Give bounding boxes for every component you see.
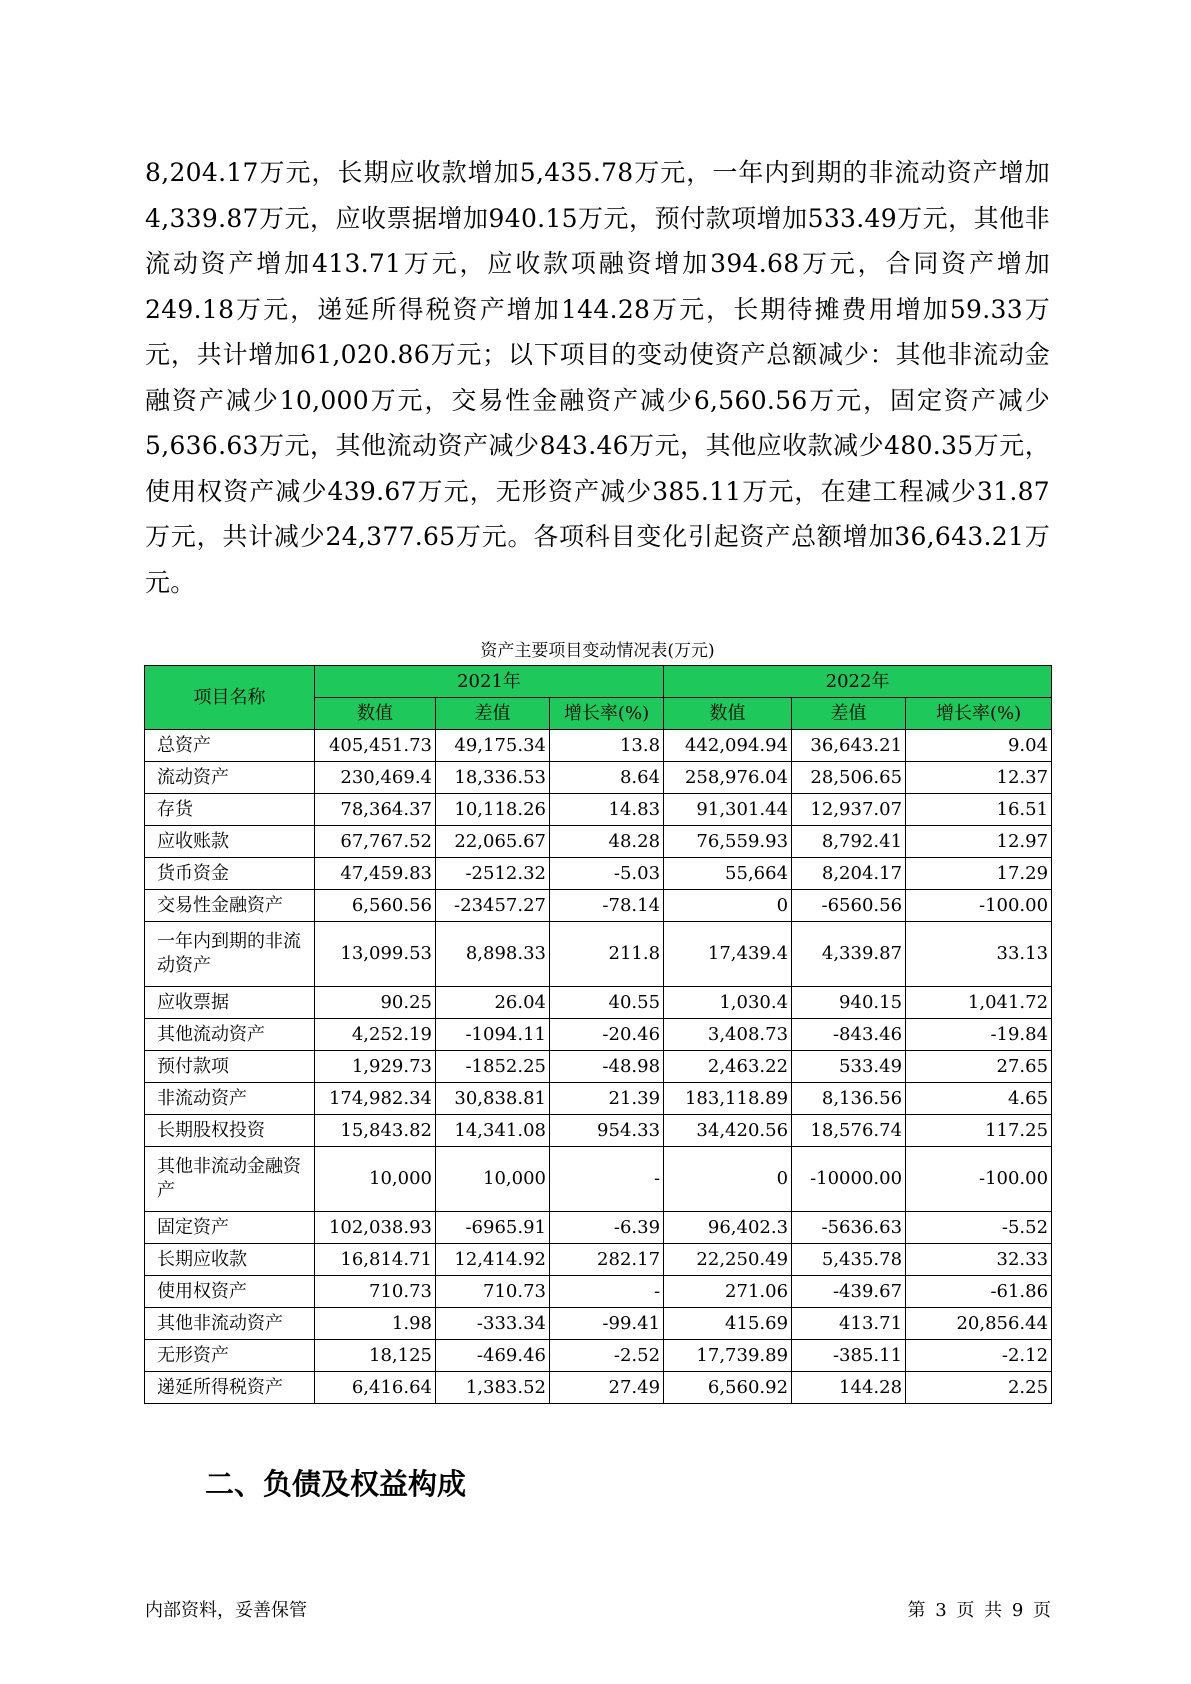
cell-diff-2022: 36,643.21 <box>792 730 906 762</box>
table-row <box>145 1276 1052 1308</box>
cell-value-2022: 17,739.89 <box>664 1340 792 1372</box>
header-year-2021: 2021年 <box>315 666 664 698</box>
cell-growth-2022: 32.33 <box>906 1244 1052 1276</box>
table-row <box>145 890 1052 922</box>
cell-value-2022: 442,094.94 <box>664 730 792 762</box>
cell-value-2021: 90.25 <box>315 987 436 1019</box>
cell-value-2021: 18,125 <box>315 1340 436 1372</box>
cell-value-2022: 76,559.93 <box>664 826 792 858</box>
cell-diff-2022: 12,937.07 <box>792 794 906 826</box>
cell-item-name: 流动资产 <box>145 762 315 794</box>
cell-diff-2022: 413.71 <box>792 1308 906 1340</box>
cell-diff-2022: 4,339.87 <box>792 922 906 987</box>
cell-diff-2021: -1852.25 <box>436 1051 550 1083</box>
table-row <box>145 730 1052 762</box>
footer-page-number: 第 3 页 共 9 页 <box>907 1600 1051 1621</box>
cell-value-2021: 174,982.34 <box>315 1083 436 1115</box>
cell-growth-2021: -78.14 <box>550 890 664 922</box>
table-row <box>145 826 1052 858</box>
cell-diff-2021: -469.46 <box>436 1340 550 1372</box>
table-caption: 资产主要项目变动情况表(万元) <box>480 641 715 661</box>
cell-diff-2022: 28,506.65 <box>792 762 906 794</box>
cell-growth-2021: -20.46 <box>550 1019 664 1051</box>
table-row <box>145 1372 1052 1404</box>
cell-growth-2022: 4.65 <box>906 1083 1052 1115</box>
header-value-2021: 数值 <box>315 698 436 730</box>
cell-value-2021: 10,000 <box>315 1147 436 1212</box>
cell-diff-2022: -10000.00 <box>792 1147 906 1212</box>
table-row <box>145 794 1052 826</box>
cell-growth-2022: 117.25 <box>906 1115 1052 1147</box>
cell-diff-2022: 533.49 <box>792 1051 906 1083</box>
cell-growth-2021: 211.8 <box>550 922 664 987</box>
cell-value-2022: 0 <box>664 890 792 922</box>
cell-growth-2022: 9.04 <box>906 730 1052 762</box>
table-row <box>145 762 1052 794</box>
table-row <box>145 1147 1052 1212</box>
cell-value-2021: 67,767.52 <box>315 826 436 858</box>
cell-value-2021: 710.73 <box>315 1276 436 1308</box>
cell-growth-2021: 27.49 <box>550 1372 664 1404</box>
cell-diff-2022: -385.11 <box>792 1340 906 1372</box>
cell-value-2021: 47,459.83 <box>315 858 436 890</box>
cell-diff-2022: -5636.63 <box>792 1212 906 1244</box>
cell-growth-2021: 954.33 <box>550 1115 664 1147</box>
cell-diff-2021: 710.73 <box>436 1276 550 1308</box>
table-row <box>145 1051 1052 1083</box>
cell-value-2022: 91,301.44 <box>664 794 792 826</box>
table-row <box>145 922 1052 987</box>
cell-value-2021: 1.98 <box>315 1308 436 1340</box>
cell-growth-2022: -61.86 <box>906 1276 1052 1308</box>
cell-diff-2021: 49,175.34 <box>436 730 550 762</box>
cell-diff-2022: 8,136.56 <box>792 1083 906 1115</box>
cell-diff-2021: 8,898.33 <box>436 922 550 987</box>
cell-growth-2021: -2.52 <box>550 1340 664 1372</box>
header-value-2022: 数值 <box>664 698 792 730</box>
cell-growth-2021: -6.39 <box>550 1212 664 1244</box>
cell-growth-2022: 16.51 <box>906 794 1052 826</box>
cell-growth-2022: -5.52 <box>906 1212 1052 1244</box>
cell-item-name: 长期股权投资 <box>145 1115 315 1147</box>
cell-growth-2022: 33.13 <box>906 922 1052 987</box>
cell-diff-2021: 12,414.92 <box>436 1244 550 1276</box>
cell-growth-2021: 14.83 <box>550 794 664 826</box>
cell-growth-2021: -5.03 <box>550 858 664 890</box>
table-row <box>145 987 1052 1019</box>
cell-value-2021: 15,843.82 <box>315 1115 436 1147</box>
cell-growth-2022: 1,041.72 <box>906 987 1052 1019</box>
cell-growth-2021: - <box>550 1147 664 1212</box>
table-row <box>145 1083 1052 1115</box>
cell-growth-2021: - <box>550 1276 664 1308</box>
cell-diff-2021: 30,838.81 <box>436 1083 550 1115</box>
cell-value-2022: 34,420.56 <box>664 1115 792 1147</box>
cell-item-name: 存货 <box>145 794 315 826</box>
table-row <box>145 1212 1052 1244</box>
cell-diff-2022: -843.46 <box>792 1019 906 1051</box>
cell-value-2022: 3,408.73 <box>664 1019 792 1051</box>
cell-growth-2022: 20,856.44 <box>906 1308 1052 1340</box>
cell-diff-2021: 18,336.53 <box>436 762 550 794</box>
cell-diff-2021: 1,383.52 <box>436 1372 550 1404</box>
cell-value-2021: 4,252.19 <box>315 1019 436 1051</box>
cell-value-2021: 230,469.4 <box>315 762 436 794</box>
cell-growth-2021: 48.28 <box>550 826 664 858</box>
cell-diff-2022: 144.28 <box>792 1372 906 1404</box>
asset-change-table <box>144 665 1052 1404</box>
cell-value-2021: 6,560.56 <box>315 890 436 922</box>
footer-confidential-note: 内部资料，妥善保管 <box>145 1600 307 1621</box>
cell-item-name: 长期应收款 <box>145 1244 315 1276</box>
cell-diff-2022: 8,204.17 <box>792 858 906 890</box>
cell-diff-2021: -1094.11 <box>436 1019 550 1051</box>
cell-item-name: 应收账款 <box>145 826 315 858</box>
cell-item-name: 应收票据 <box>145 987 315 1019</box>
cell-item-name: 非流动资产 <box>145 1083 315 1115</box>
cell-growth-2021: 8.64 <box>550 762 664 794</box>
cell-diff-2022: 18,576.74 <box>792 1115 906 1147</box>
cell-diff-2021: -23457.27 <box>436 890 550 922</box>
table-row <box>145 1115 1052 1147</box>
table-row <box>145 1340 1052 1372</box>
cell-value-2022: 0 <box>664 1147 792 1212</box>
cell-value-2022: 17,439.4 <box>664 922 792 987</box>
cell-growth-2022: 17.29 <box>906 858 1052 890</box>
cell-diff-2022: 5,435.78 <box>792 1244 906 1276</box>
table-row <box>145 1308 1052 1340</box>
header-growth-2021: 增长率(%) <box>550 698 664 730</box>
cell-growth-2021: -48.98 <box>550 1051 664 1083</box>
cell-growth-2021: 21.39 <box>550 1083 664 1115</box>
cell-diff-2021: 14,341.08 <box>436 1115 550 1147</box>
cell-growth-2022: -2.12 <box>906 1340 1052 1372</box>
header-item-name: 项目名称 <box>145 666 315 730</box>
table-row <box>145 1244 1052 1276</box>
section-heading: 二、负债及权益构成 <box>205 1467 467 1501</box>
cell-value-2022: 2,463.22 <box>664 1051 792 1083</box>
cell-item-name: 预付款项 <box>145 1051 315 1083</box>
cell-growth-2022: 27.65 <box>906 1051 1052 1083</box>
cell-value-2021: 6,416.64 <box>315 1372 436 1404</box>
cell-growth-2022: 2.25 <box>906 1372 1052 1404</box>
cell-diff-2021: -6965.91 <box>436 1212 550 1244</box>
cell-value-2022: 183,118.89 <box>664 1083 792 1115</box>
header-year-2022: 2022年 <box>664 666 1052 698</box>
cell-value-2022: 96,402.3 <box>664 1212 792 1244</box>
cell-value-2022: 258,976.04 <box>664 762 792 794</box>
cell-value-2021: 13,099.53 <box>315 922 436 987</box>
table-row <box>145 858 1052 890</box>
cell-growth-2022: -19.84 <box>906 1019 1052 1051</box>
cell-value-2021: 405,451.73 <box>315 730 436 762</box>
cell-item-name: 其他流动资产 <box>145 1019 315 1051</box>
cell-value-2021: 16,814.71 <box>315 1244 436 1276</box>
cell-growth-2021: 282.17 <box>550 1244 664 1276</box>
cell-item-name: 其他非流动金融资产 <box>145 1147 315 1212</box>
cell-value-2022: 415.69 <box>664 1308 792 1340</box>
cell-value-2022: 1,030.4 <box>664 987 792 1019</box>
cell-item-name: 固定资产 <box>145 1212 315 1244</box>
cell-item-name: 一年内到期的非流动资产 <box>145 922 315 987</box>
cell-growth-2022: 12.97 <box>906 826 1052 858</box>
cell-value-2022: 6,560.92 <box>664 1372 792 1404</box>
cell-diff-2021: 26.04 <box>436 987 550 1019</box>
cell-growth-2022: -100.00 <box>906 890 1052 922</box>
cell-value-2021: 78,364.37 <box>315 794 436 826</box>
cell-value-2021: 102,038.93 <box>315 1212 436 1244</box>
cell-diff-2022: -6560.56 <box>792 890 906 922</box>
cell-value-2022: 55,664 <box>664 858 792 890</box>
header-diff-2022: 差值 <box>792 698 906 730</box>
cell-item-name: 递延所得税资产 <box>145 1372 315 1404</box>
cell-value-2021: 1,929.73 <box>315 1051 436 1083</box>
cell-growth-2022: -100.00 <box>906 1147 1052 1212</box>
cell-diff-2021: 22,065.67 <box>436 826 550 858</box>
table-row <box>145 1019 1052 1051</box>
cell-diff-2022: 940.15 <box>792 987 906 1019</box>
cell-growth-2021: 40.55 <box>550 987 664 1019</box>
cell-growth-2021: -99.41 <box>550 1308 664 1340</box>
cell-growth-2021: 13.8 <box>550 730 664 762</box>
table-body <box>145 730 1052 1404</box>
cell-item-name: 货币资金 <box>145 858 315 890</box>
cell-item-name: 其他非流动资产 <box>145 1308 315 1340</box>
header-diff-2021: 差值 <box>436 698 550 730</box>
cell-diff-2021: -333.34 <box>436 1308 550 1340</box>
cell-item-name: 使用权资产 <box>145 1276 315 1308</box>
cell-diff-2022: -439.67 <box>792 1276 906 1308</box>
cell-value-2022: 22,250.49 <box>664 1244 792 1276</box>
cell-value-2022: 271.06 <box>664 1276 792 1308</box>
header-growth-2022: 增长率(%) <box>906 698 1052 730</box>
cell-growth-2022: 12.37 <box>906 762 1052 794</box>
body-paragraph: 8,204.17万元，长期应收款增加5,435.78万元，一年内到期的非流动资产增加4,339.87万元，应收票据增加940.15万元，预付款项增加533.49万元，其他非流动资产增加413.71万元，应收款项融资增加394.68万元，合同资产增加249.18万元，递延所得税资产增加144.28万元，长期待摊费用增加59.33万元，共计增加61,020.86万元；以下项目的变动使资产总额减少：其他非流动金融资产减少10,000万元，交易性金融资产减少6,560.56万元，固定资产减少5,636.63万元，其他流动资产减少843.46万元，其他应收款减少480.35万元，使用权资产减少439.67万元，无形资产减少385.11万元，在建工程减少31.87万元，共计减少24,377.65万元。各项科目变化引起资产总额增加36,643.21万元。 <box>145 158 1050 597</box>
cell-item-name: 总资产 <box>145 730 315 762</box>
cell-diff-2021: -2512.32 <box>436 858 550 890</box>
cell-diff-2021: 10,118.26 <box>436 794 550 826</box>
cell-diff-2022: 8,792.41 <box>792 826 906 858</box>
cell-item-name: 无形资产 <box>145 1340 315 1372</box>
cell-diff-2021: 10,000 <box>436 1147 550 1212</box>
cell-item-name: 交易性金融资产 <box>145 890 315 922</box>
